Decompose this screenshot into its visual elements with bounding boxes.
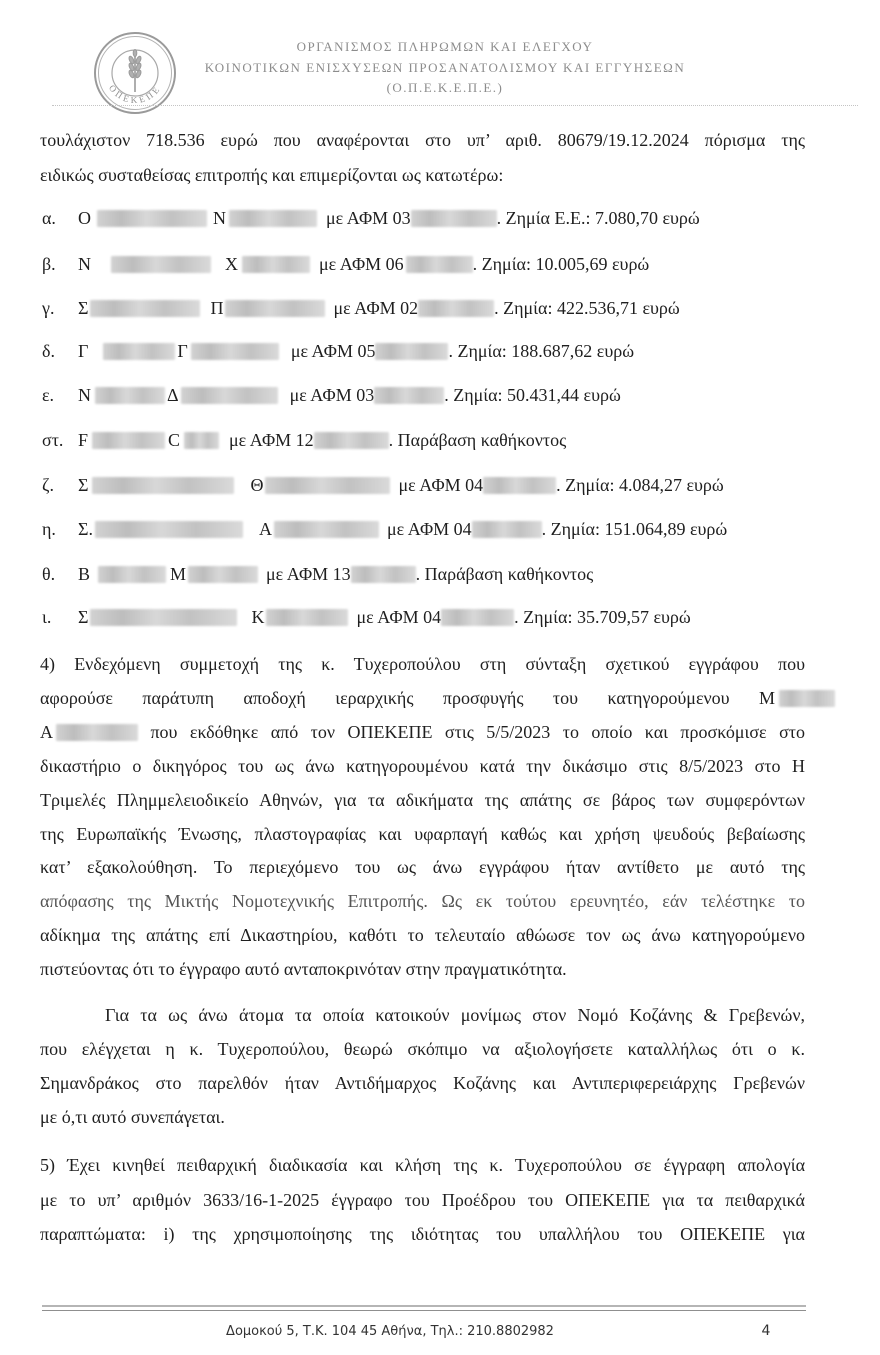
name-initial: Σ. [78,519,93,539]
damage-result: . Ζημία: 10.005,69 ευρώ [472,254,650,274]
damage-list-item-a [0,201,880,235]
redacted-block [103,343,175,360]
redacted-block [375,343,448,360]
surname-initial: C [168,430,181,450]
list-item-label: β. [42,254,56,274]
residence-paragraph [40,998,805,1134]
redacted-block [225,300,325,317]
name-initial: Β [78,564,91,584]
tax-id-prefix: με ΑΦΜ 05 [290,341,376,361]
intro-line: ειδικώς συσταθείσας επιτροπής και επιμερίζονται ως κατωτέρω: [40,165,504,185]
seal-text: ΟΠΕΚΕΠΕ [106,82,164,106]
intro-paragraph [40,123,805,193]
redacted-block [95,387,165,404]
surname-initial: Κ [251,607,265,627]
paragraph-line: κατ’ εξακολούθηση. Το περιεχόμενο του ως άνω εγγράφου ήταν αντίθετο με αυτό της [40,857,805,878]
damage-result: . Ζημία: 188.687,62 ευρώ [448,341,635,361]
list-item-label: γ. [42,298,55,318]
footer-divider [42,1310,806,1311]
wheat-icon [128,50,142,93]
list-item-label: η. [42,519,56,539]
damage-result: . Ζημία: 422.536,71 ευρώ [494,298,680,318]
paragraph-line: Τριμελές Πλημμελειοδικείο Αθηνών, για τα αδικήματα της απάτης σε βάρος των συμφερόντων [40,789,805,810]
paragraph-line: παραπτώματα: i) της χρησιμοποίησης της ιδιότητας του υπαλλήλου του ΟΠΕΚΕΠΕ για [40,1224,805,1244]
name-initial: Ν [78,254,91,274]
damage-list-item-d [0,334,880,368]
header-title-line-3: (Ο.Π.Ε.Κ.Ε.Π.Ε.) [386,80,504,95]
line-text: που εκδόθηκε από τον ΟΠΕΚΕΠΕ στις 5/5/2023 το οποίο και προσκόμισε στο [150,721,806,742]
name-initial: Σ [78,475,89,495]
damage-result: . Ζημία: 151.064,89 ευρώ [541,519,728,539]
tax-id-prefix: με ΑΦΜ 13 [266,564,351,584]
redacted-block [92,477,234,494]
header-title-line-2: ΚΟΙΝΟΤΙΚΩΝ ΕΝΙΣΧΥΣΕΩΝ ΠΡΟΣΑΝΑΤΟΛΙΣΜΟΥ ΚΑΙ ΕΓΓΥΗΣΕΩΝ [204,59,686,75]
redacted-block [95,521,243,538]
redacted-block [98,566,166,583]
damage-list-item-f [0,423,880,457]
redacted-block [90,300,200,317]
tax-id-prefix: με ΑΦΜ 02 [333,298,419,318]
paragraph-line: 5) Έχει κινηθεί πειθαρχική διαδικασία και κλήση της κ. Τυχεροπούλου σε έγγραφη απολογία [40,1155,805,1175]
name-initial: Γ [78,341,89,361]
tax-id-prefix: με ΑΦΜ 04 [356,607,442,627]
redacted-block [483,477,556,494]
name-initial: Ν [78,385,91,405]
footer-address: Δομοκού 5, Τ.Κ. 104 45 Αθήνα, Τηλ.: 210.8802982 [226,1324,554,1339]
name-initial: Σ [78,298,89,318]
redacted-block [274,521,379,538]
footer-divider [42,1305,806,1307]
redacted-block [314,432,389,449]
damage-result: . Ζημία Ε.Ε.: 7.080,70 ευρώ [496,208,700,228]
paragraph-line [40,682,835,716]
tax-id-prefix: με ΑΦΜ 03 [326,208,411,228]
redacted-block [265,477,390,494]
surname-initial: Α [258,519,272,539]
redacted-block [90,609,237,626]
paragraph-line: πιστεύοντας ότι το έγγραφο αυτό ανταποκρινόταν στην πραγματικότητα. [40,959,567,980]
paragraph-line: που ελέγχεται η κ. Τυχεροπούλου, θεωρώ σκόπιμο να αξιολογήσετε καταλλήλως ότι ο κ. [40,1039,805,1059]
redacted-block [374,387,444,404]
paragraph-line: αδίκημα της απάτης επί Δικαστηρίου, καθότι το τελευταίο αθώωσε τον ως άνω κατηγορούμενο [40,925,805,946]
name-initial: F [78,430,89,450]
damage-list-item-e [0,378,880,412]
redacted-block [184,432,219,449]
redacted-block [191,343,279,360]
redacted-block [242,256,310,273]
damage-list-item-h [0,512,880,546]
name-initial: Α [40,721,53,742]
damage-result: . Ζημία: 50.431,44 ευρώ [444,385,621,405]
header-title-line-1: ΟΡΓΑΝΙΣΜΟΣ ΠΛΗΡΩΜΩΝ ΚΑΙ ΕΛΕΓΧΟΥ [296,39,594,54]
damage-list-item-j [0,600,880,634]
point-5-paragraph [40,1148,805,1252]
redacted-block [111,256,211,273]
tax-id-prefix: με ΑΦΜ 06 [319,254,404,274]
tax-id-prefix: με ΑΦΜ 12 [229,430,314,450]
surname-initial: Μ [170,564,187,584]
redacted-block [472,521,542,538]
redacted-block [406,256,473,273]
damage-result: . Παράβαση καθήκοντος [388,430,567,450]
list-item-label: ι. [42,607,52,627]
redacted-block [188,566,258,583]
redacted-block [266,609,348,626]
paragraph-line: της Ευρωπαϊκής Ένωσης, πλαστογραφίας και υφαρπαγή καθώς και χρήση ψευδούς βεβαίωσης [40,823,805,844]
damage-list-item-g [0,468,880,502]
list-item-label: στ. [42,430,64,450]
paragraph-line: απόφασης της Μικτής Νομοτεχνικής Επιτροπής. Ως εκ τούτου ερευνητέο, εάν τελέστηκε το [40,891,805,912]
redacted-block [97,210,207,227]
paragraph-line: δικαστήριο ο δικηγόρος του ως άνω κατηγορουμένου κατά την δικάσιμο στις 8/5/2023 στο Η [40,755,805,776]
redacted-block [418,300,494,317]
redacted-block [56,724,138,741]
surname-initial: Γ [177,341,188,361]
paragraph-line: Σημανδράκος στο παρελθόν ήταν Αντιδήμαρχος Κοζάνης και Αντιπεριφερειάρχης Γρεβενών [40,1073,805,1093]
surname-initial: Χ [225,254,238,274]
header-divider [52,105,858,106]
point-4-paragraph [40,648,805,987]
surname-initial: Π [210,298,224,318]
damage-result: . Ζημία: 4.084,27 ευρώ [556,475,724,495]
redacted-block [351,566,416,583]
organization-header [160,37,730,99]
line-text: αφορούσε παράτυπη αποδοχή ιεραρχικής προσφυγής του κατηγορούμενου [40,687,730,708]
paragraph-line [40,716,805,750]
list-item-label: θ. [42,564,56,584]
redacted-block [92,432,165,449]
surname-initial: Θ [250,475,264,495]
list-item-label: α. [42,208,56,228]
surname-initial: Ν [213,208,226,228]
tax-id-prefix: με ΑΦΜ 04 [398,475,484,495]
paragraph-line: Για τα ως άνω άτομα τα οποία κατοικούν μονίμως στον Νομό Κοζάνης & Γρεβενών, [105,1005,805,1025]
name-initial: Μ [759,687,776,708]
damage-list-item-i [0,557,880,591]
redacted-block [441,609,514,626]
page-number: 4 [761,1323,771,1339]
redacted-block [779,690,835,707]
redacted-block [411,210,497,227]
tax-id-prefix: με ΑΦΜ 04 [386,519,472,539]
name-initial: Σ [78,607,89,627]
intro-line: τουλάχιστον 718.536 ευρώ που αναφέρονται στο υπ’ αριθ. 80679/19.12.2024 πόρισμα της [40,130,805,150]
damage-list-item-b [0,247,880,281]
paragraph-line: 4) Ενδεχόμενη συμμετοχή της κ. Τυχεροπούλου στη σύνταξη σχετικού εγγράφου που [40,654,805,674]
damage-list-item-c [0,291,880,325]
surname-initial: Δ [167,385,179,405]
tax-id-prefix: με ΑΦΜ 03 [289,385,375,405]
paragraph-line: με ό,τι αυτό συνεπάγεται. [40,1107,225,1127]
paragraph-line: με το υπ’ αριθμόν 3633/16-1-2025 έγγραφο του Προέδρου του ΟΠΕΚΕΠΕ για τα πειθαρχικά [40,1189,805,1210]
list-item-label: δ. [42,341,55,361]
redacted-block [181,387,278,404]
list-item-label: ε. [42,385,55,405]
list-item-label: ζ. [42,475,54,495]
name-initial: Ο [78,208,91,228]
redacted-block [229,210,317,227]
damage-result: . Παράβαση καθήκοντος [415,564,594,584]
damage-result: . Ζημία: 35.709,57 ευρώ [514,607,691,627]
